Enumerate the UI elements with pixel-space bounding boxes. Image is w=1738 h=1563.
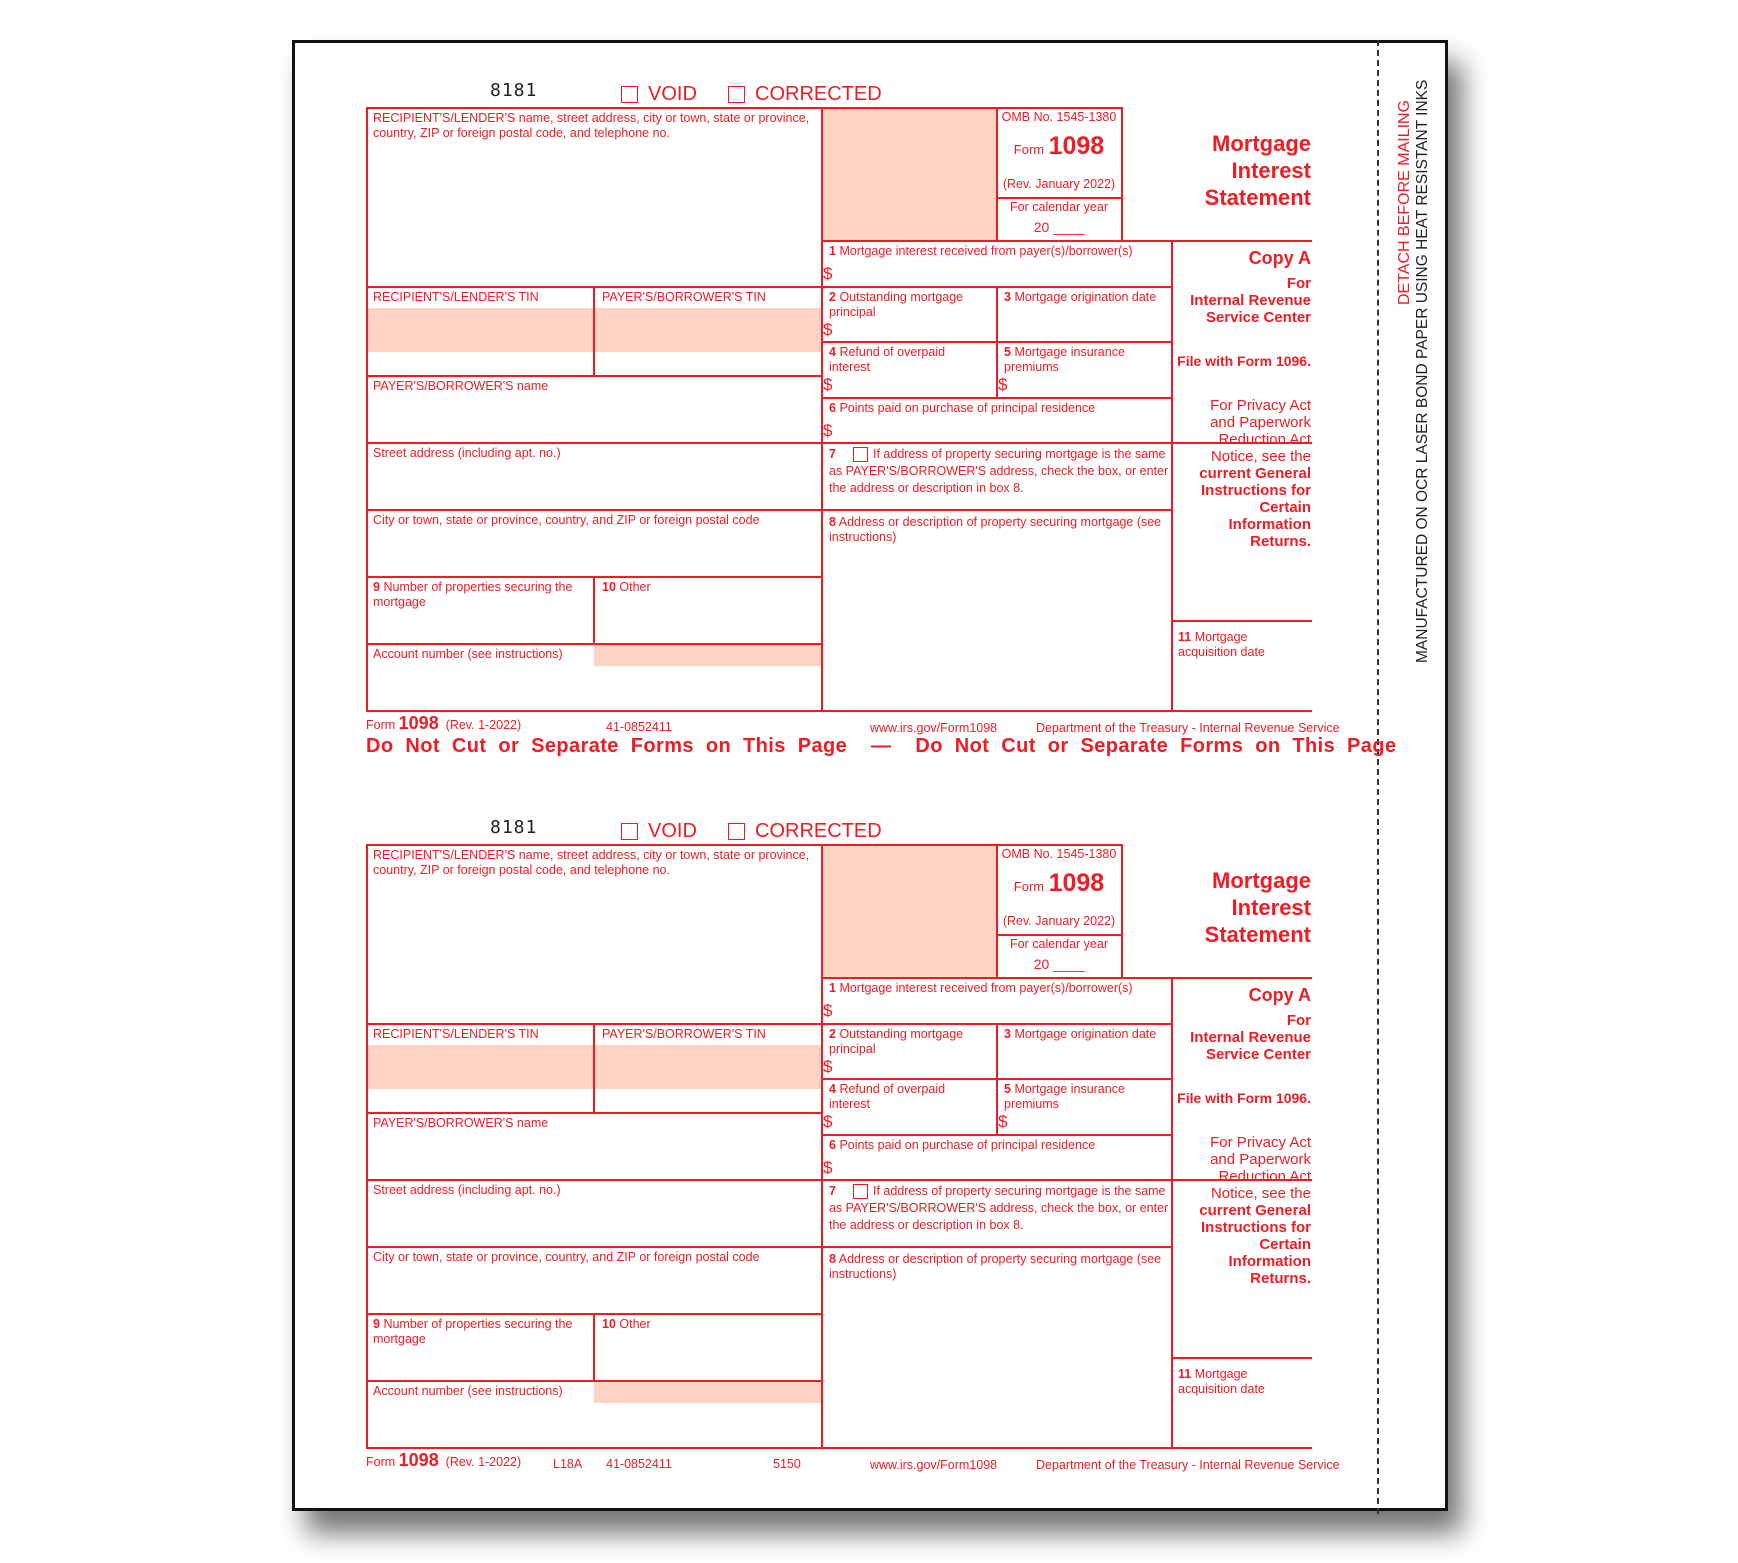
corrected-label: CORRECTED (755, 820, 882, 842)
box9-10-divider (593, 1313, 595, 1380)
city-label: City or town, state or province, country, and ZIP or foreign postal code (373, 513, 760, 527)
corrected-checkbox[interactable] (728, 86, 745, 103)
form-left-line (366, 844, 368, 1449)
file-with-notice: File with Form 1096. (1177, 1090, 1311, 1106)
void-checkbox[interactable] (621, 823, 638, 840)
recipient-label: RECIPIENT'S/LENDER'S name, street address, city or town, state or province, country, ZIP or foreign postal code, and telephone no. (373, 111, 810, 140)
box4-dollar: $ (823, 375, 833, 394)
box10-label: 10 Other (602, 1317, 651, 1331)
detach-notice: DETACH BEFORE MAILING (1396, 99, 1413, 305)
void-label: VOID (648, 83, 697, 105)
box8-label: 8 Address or description of property securing mortgage (see instructions) (829, 515, 1162, 544)
row-divider (366, 1246, 1172, 1248)
void-label: VOID (648, 820, 697, 842)
form-title: Mortgage Interest Statement (1204, 868, 1311, 947)
form-1098-copy-a (0, 737, 1738, 1497)
form-number: Form 1098 (1013, 869, 1105, 897)
row-divider (821, 1134, 1173, 1136)
box9-label: 9 Number of properties securing the mortgage (373, 1317, 573, 1346)
copy-label: Copy A (1248, 985, 1311, 1005)
shaded-corner-box (823, 845, 997, 977)
payer-tin-label: PAYER'S/BORROWER'S TIN (602, 290, 766, 304)
box1-dollar: $ (823, 1001, 833, 1020)
tin-divider (593, 1023, 595, 1112)
footer-code: L18A (553, 1457, 583, 1471)
box3-label: 3 Mortgage origination date (1004, 290, 1157, 304)
box11-label: 11 Mortgage acquisition date (1178, 630, 1265, 659)
corrected-checkbox[interactable] (728, 823, 745, 840)
box1-dollar: $ (823, 264, 833, 283)
box5-label: 5 Mortgage insurance premiums (1004, 1082, 1125, 1111)
box6-label: 6 Points paid on purchase of principal residence (829, 401, 1096, 415)
box1-top-line (821, 240, 1312, 242)
box7-label: 7 If address of property securing mortgage is the same as PAYER'S/BORROWER'S address, check the box, or enter the address or description in box 8. (829, 1184, 1169, 1232)
street-label: Street address (including apt. no.) (373, 1183, 561, 1197)
copy-destination: For Internal Revenue Service Center (1190, 275, 1311, 326)
footer-ein: 41-0852411 (606, 1457, 672, 1471)
box6-dollar: $ (823, 1158, 833, 1177)
box1-label: 1 Mortgage interest received from payer(s)/borrower(s) (829, 981, 1133, 995)
left-column-divider (821, 107, 823, 712)
footer-form-id: Form 1098 (Rev. 1-2022) (366, 713, 522, 733)
box10-label: 10 Other (602, 580, 651, 594)
box5-dollar: $ (998, 1112, 1008, 1131)
box5-dollar: $ (998, 375, 1008, 394)
form-left-line (366, 107, 368, 712)
account-label: Account number (see instructions) (373, 647, 563, 661)
footer-department: Department of the Treasury - Internal Revenue Service (1036, 721, 1340, 735)
street-label: Street address (including apt. no.) (373, 446, 561, 460)
box4-label: 4 Refund of overpaid interest (829, 345, 946, 374)
form-number: Form 1098 (1013, 132, 1105, 160)
row-divider (366, 1112, 822, 1114)
calendar-year-label: For calendar year (1010, 200, 1108, 214)
form-top-line (366, 844, 1123, 846)
left-column-divider (821, 844, 823, 1449)
recipient-tin-label: RECIPIENT'S/LENDER'S TIN (373, 1027, 539, 1041)
payer-tin-label: PAYER'S/BORROWER'S TIN (602, 1027, 766, 1041)
box7-label: 7 If address of property securing mortgage is the same as PAYER'S/BORROWER'S address, check the box, or enter the address or description in box 8. (829, 447, 1169, 495)
city-label: City or town, state or province, country, and ZIP or foreign postal code (373, 1250, 760, 1264)
void-checkbox[interactable] (621, 86, 638, 103)
box6-label: 6 Points paid on purchase of principal residence (829, 1138, 1096, 1152)
form-top-line (366, 107, 1123, 109)
row-divider (366, 1380, 822, 1382)
recipient-label: RECIPIENT'S/LENDER'S name, street address, city or town, state or province, country, ZIP or foreign postal code, and telephone no. (373, 848, 810, 877)
row-divider (821, 397, 1173, 399)
box9-10-divider (593, 576, 595, 643)
corrected-label: CORRECTED (755, 83, 882, 105)
form-code: 8181 (490, 80, 538, 101)
box6-dollar: $ (823, 421, 833, 440)
box4-label: 4 Refund of overpaid interest (829, 1082, 946, 1111)
box11-label: 11 Mortgage acquisition date (1178, 1367, 1265, 1396)
box3-label: 3 Mortgage origination date (1004, 1027, 1157, 1041)
box4-dollar: $ (823, 1112, 833, 1131)
box8-label: 8 Address or description of property securing mortgage (see instructions) (829, 1252, 1162, 1281)
privacy-notice: For Privacy Act and Paperwork Reduction Act Notice, see the current General Instructions for Certain Information Returns. (1199, 1134, 1311, 1287)
row-divider (366, 643, 822, 645)
revision: (Rev. January 2022) (1002, 177, 1116, 191)
box9-label: 9 Number of properties securing the mortgage (373, 580, 573, 609)
calendar-year-field[interactable]: 20 ____ (1033, 956, 1085, 972)
box2-dollar: $ (823, 320, 833, 339)
account-shade (594, 644, 821, 666)
footer-form-id: Form 1098 (Rev. 1-2022) (366, 1450, 522, 1470)
footer-url[interactable]: www.irs.gov/Form1098 (870, 721, 998, 735)
row-divider (366, 375, 822, 377)
copy-label: Copy A (1248, 248, 1311, 268)
form-code: 8181 (490, 817, 538, 838)
do-not-cut-notice: Do Not Cut or Separate Forms on This Page — Do Not Cut or Separate Forms on This Page (366, 735, 1397, 757)
box2-label: 2 Outstanding mortgage principal (829, 1027, 964, 1056)
revision: (Rev. January 2022) (1002, 914, 1116, 928)
box1-label: 1 Mortgage interest received from payer(s)/borrower(s) (829, 244, 1133, 258)
tin-divider (593, 286, 595, 375)
footer-department: Department of the Treasury - Internal Revenue Service (1036, 1458, 1340, 1472)
omb-number: OMB No. 1545-1380 (1001, 110, 1117, 124)
calendar-year-field[interactable]: 20 ____ (1033, 219, 1085, 235)
manufacturer-notice: MANUFACTURED ON OCR LASER BOND PAPER USING HEAT RESISTANT INKS (1414, 79, 1431, 663)
box5-label: 5 Mortgage insurance premiums (1004, 345, 1125, 374)
form-title: Mortgage Interest Statement (1204, 131, 1311, 210)
footer-ein: 41-0852411 (606, 720, 672, 734)
recipient-tin-label: RECIPIENT'S/LENDER'S TIN (373, 290, 539, 304)
box2-dollar: $ (823, 1057, 833, 1076)
row-divider (366, 509, 1172, 511)
footer-url[interactable]: www.irs.gov/Form1098 (870, 1458, 998, 1472)
omb-number: OMB No. 1545-1380 (1001, 847, 1117, 861)
privacy-notice: For Privacy Act and Paperwork Reduction Act Notice, see the current General Instructions for Certain Information Returns. (1199, 397, 1311, 550)
box2-label: 2 Outstanding mortgage principal (829, 290, 964, 319)
account-shade (594, 1381, 821, 1403)
box11-top-line (1171, 620, 1312, 622)
payer-name-label: PAYER'S/BORROWER'S name (373, 379, 549, 393)
omb-divider (996, 197, 1122, 199)
form-1098-copy-a (0, 0, 1738, 760)
box11-top-line (1171, 1357, 1312, 1359)
payer-name-label: PAYER'S/BORROWER'S name (373, 1116, 549, 1130)
box1-top-line (821, 977, 1312, 979)
shaded-corner-box (823, 108, 997, 240)
footer-number: 5150 (773, 1457, 801, 1471)
copy-destination: For Internal Revenue Service Center (1190, 1012, 1311, 1063)
calendar-year-label: For calendar year (1010, 937, 1108, 951)
account-label: Account number (see instructions) (373, 1384, 563, 1398)
omb-divider (996, 934, 1122, 936)
file-with-notice: File with Form 1096. (1177, 353, 1311, 369)
